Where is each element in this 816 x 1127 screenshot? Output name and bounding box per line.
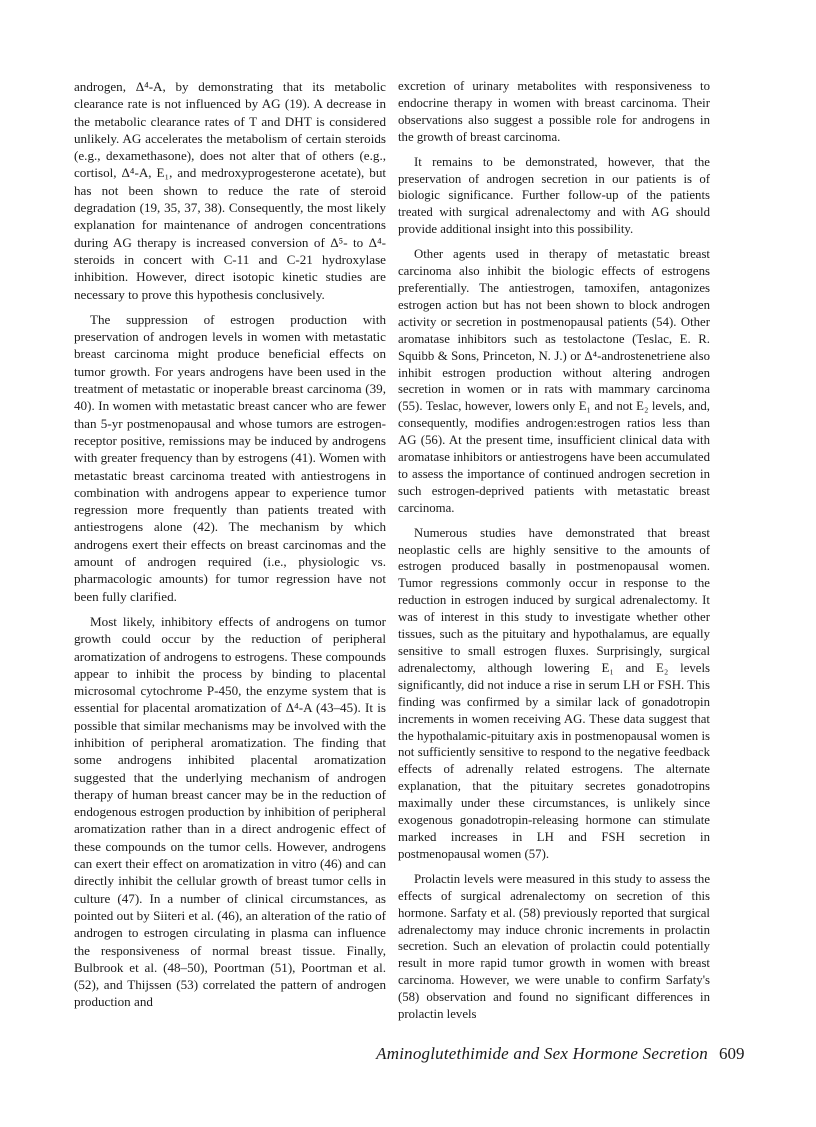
paragraph: It remains to be demonstrated, however, that the preservation of androgen secretion in our patients is of biologic significance. Further follow-up of the patients treated with surgical adrenalectomy and with AG should provide additional insight into this possibility. <box>398 154 710 237</box>
paragraph: Numerous studies have demonstrated that breast neoplastic cells are highly sensitive to the amounts of estrogen produced basally in postmenopausal women. Tumor regressions commonly occur in response to the reduction in estrogen induced by surgical adrenalectomy. It was of interest in this study to investigate whether other tissues, such as the pituitary and hypothalamus, are equally sensitive to small estrogen fluxes. Surprisingly, surgical adrenalectomy, although lowering E₁ and E₂ levels significantly, did not induce a rise in serum LH or FSH. This finding was confirmed by a similar lack of gonadotropin increments in women receiving AG. These data suggest that the hypothalamic-pituitary axis in postmenopausal women is not sufficiently sensitive to respond to the negative feedback effects of adrenally related estrogens. The alternate explanation, that the pituitary secretes gonadotropins maximally under these circumstances, is unlikely since exogenous gonadotropin-releasing hormone can stimulate marked increases in LH and FSH secretion in postmenopausal women (57). <box>398 525 710 861</box>
page-number: 609 <box>719 1044 745 1063</box>
left-column <box>74 78 386 1019</box>
right-column <box>398 78 710 1031</box>
paragraph: excretion of urinary metabolites with responsiveness to endocrine therapy in women with breast carcinoma. Their observations also suggest a possible role for androgens in the growth of breast carcinoma. <box>398 79 710 144</box>
paragraph: The suppression of estrogen production with preservation of androgen levels in women with metastatic breast carcinoma might produce beneficial effects on tumor growth. For years androgens have been used in the treatment of metastatic or inoperable breast carcinoma (39, 40). In women with metastatic breast cancer who are fewer than 5-yr postmenopausal and whose tumors are estrogen-receptor positive, remissions may be induced by androgens with greater frequency than by estrogens (41). Women with metastatic breast carcinoma treated with antiestrogens in combination with androgens appear to experience tumor regression more frequently than patients treated with antiestrogens alone (42). The mechanism by which androgens exert their effects on breast carcinomas and the amount of androgen required (i.e., physiologic vs. pharmacologic amounts) for tumor regression have not been fully clarified. <box>74 311 386 604</box>
page-footer <box>0 1044 816 1070</box>
running-title: Aminoglutethimide and Sex Hormone Secretion <box>376 1044 708 1063</box>
paragraph: Other agents used in therapy of metastatic breast carcinoma also inhibit the biologic effects of estrogens preferentially. The antiestrogen, tamoxifen, antagonizes estrogen action but has not been shown to block androgen activity or secretion in postmenopausal patients (54). Other aromatase inhibitors such as testolactone (Teslac, E. R. Squibb & Sons, Princeton, N. J.) or Δ⁴-androstenetriene also inhibit estrogen production without altering androgen secretion in women or in rats with mammary carcinoma (55). Teslac, however, lowers only E₁ and not E₂ levels, and, consequently, modifies androgen:estrogen ratios less than AG (56). At the present time, insufficient clinical data with aromatase inhibitors or antiestrogens have been accumulated to assess the importance of continued androgen secretion in such estrogen-deprived patients with metastatic breast carcinoma. <box>398 247 710 515</box>
paragraph: Most likely, inhibitory effects of androgens on tumor growth could occur by the reduction of peripheral aromatization of androgens to estrogens. These compounds appear to inhibit the process by binding to placental microsomal cytochrome P-450, the enzyme system that is essential for placental aromatization of Δ⁴-A (43–45). It is possible that similar mechanisms may be involved with the inhibition of peripheral aromatization. The finding that some androgens inhibited placental aromatization suggested that the underlying mechanism of androgen therapy of human breast cancer may be in the reduction of endogenous estrogen production by inhibition of peripheral aromatization rather than in a direct androgenic effect of these compounds on the tumor cells. However, androgens can exert their effect on aromatization in vitro (46) and can directly inhibit the cellular growth of breast tumor cells in culture (47). In a number of clinical circumstances, as pointed out by Siiteri et al. (46), an alteration of the ratio of androgen to estrogen circulating in plasma can influence the responsiveness of normal breast tissue. Finally, Bulbrook et al. (48–50), Poortman (51), Poortman et al. (52), and Thijssen (53) correlated the pattern of androgen production and <box>74 613 386 1010</box>
paragraph: Prolactin levels were measured in this study to assess the effects of surgical adrenalectomy on secretion of this hormone. Sarfaty et al. (58) previously reported that surgical adrenalectomy may induce chronic increments in prolactin secretion. Such an elevation of prolactin could potentially result in more rapid tumor growth in women with breast carcinoma. However, we were unable to confirm Sarfaty's (58) observation and found no significant differences in prolactin levels <box>398 871 710 1022</box>
paragraph: androgen, Δ⁴-A, by demonstrating that its metabolic clearance rate is not influenced by AG (19). A decrease in the metabolic clearance rates of T and DHT is considered unlikely. AG accelerates the metabolism of certain steroids (e.g., dexamethasone), does not alter that of others (e.g., cortisol, Δ⁴-A, E₁, and medroxyprogesterone acetate), but has not been shown to reduce the rate of steroid degradation (19, 35, 37, 38). Consequently, the most likely explanation for maintenance of androgen concentrations during AG therapy is increased conversion of Δ⁵- to Δ⁴-steroids in concert with C-11 and C-21 hydroxylase inhibition. However, direct isotopic kinetic studies are necessary to prove this hypothesis conclusively. <box>74 79 386 302</box>
